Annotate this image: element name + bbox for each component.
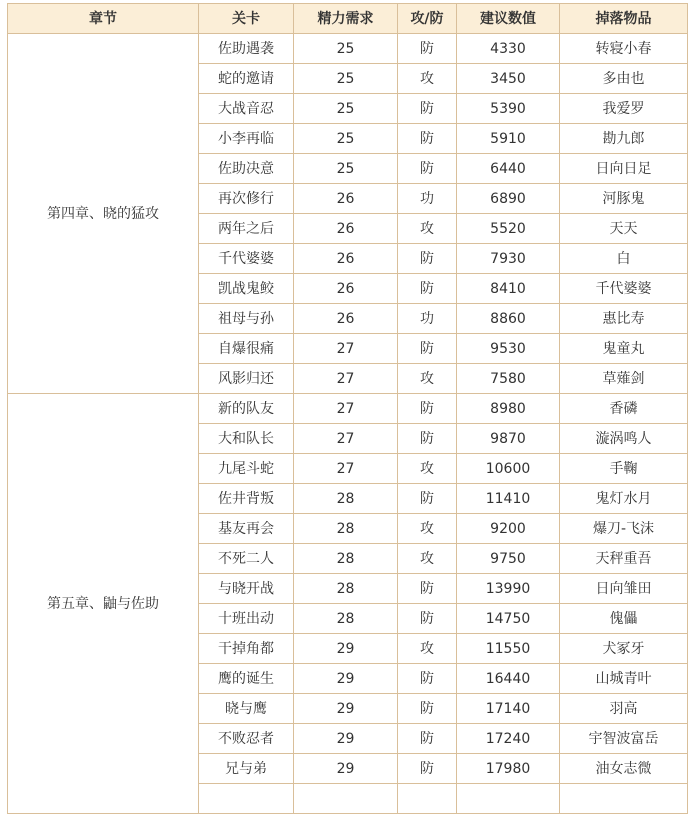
energy-cost: 27 — [294, 364, 398, 394]
attack-defense: 防 — [398, 424, 457, 454]
suggested-power: 9530 — [457, 334, 560, 364]
drop-item: 我爱罗 — [560, 94, 688, 124]
energy-cost: 28 — [294, 514, 398, 544]
header-attack-defense: 攻/防 — [398, 4, 457, 34]
energy-cost: 27 — [294, 424, 398, 454]
stage-name: 自爆很痛 — [199, 334, 294, 364]
stage-name: 基友再会 — [199, 514, 294, 544]
attack-defense: 防 — [398, 664, 457, 694]
stage-name: 凯战鬼鲛 — [199, 274, 294, 304]
suggested-power: 3450 — [457, 64, 560, 94]
attack-defense: 防 — [398, 334, 457, 364]
suggested-power: 14750 — [457, 604, 560, 634]
suggested-power: 7580 — [457, 364, 560, 394]
energy-cost: 25 — [294, 34, 398, 64]
drop-item: 勘九郎 — [560, 124, 688, 154]
attack-defense: 攻 — [398, 214, 457, 244]
attack-defense: 攻 — [398, 544, 457, 574]
attack-defense: 攻 — [398, 364, 457, 394]
suggested-power: 5390 — [457, 94, 560, 124]
drop-item: 漩涡鸣人 — [560, 424, 688, 454]
stage-name: 再次修行 — [199, 184, 294, 214]
stage-name: 十班出动 — [199, 604, 294, 634]
stage-name: 与晓开战 — [199, 574, 294, 604]
stage-name: 兄与弟 — [199, 754, 294, 784]
attack-defense: 功 — [398, 184, 457, 214]
attack-defense: 防 — [398, 274, 457, 304]
stage-name: 风影归还 — [199, 364, 294, 394]
stage-name: 蛇的邀请 — [199, 64, 294, 94]
stage-name: 新的队友 — [199, 394, 294, 424]
stage-name: 大和队长 — [199, 424, 294, 454]
attack-defense — [398, 784, 457, 814]
energy-cost: 26 — [294, 304, 398, 334]
attack-defense: 防 — [398, 124, 457, 154]
header-row — [8, 4, 688, 34]
attack-defense: 功 — [398, 304, 457, 334]
energy-cost: 27 — [294, 454, 398, 484]
suggested-power: 8410 — [457, 274, 560, 304]
attack-defense: 攻 — [398, 634, 457, 664]
suggested-power: 4330 — [457, 34, 560, 64]
stage-name: 千代婆婆 — [199, 244, 294, 274]
drop-item: 爆刀-飞沫 — [560, 514, 688, 544]
drop-item: 转寝小春 — [560, 34, 688, 64]
suggested-power: 9870 — [457, 424, 560, 454]
attack-defense: 防 — [398, 694, 457, 724]
suggested-power: 17240 — [457, 724, 560, 754]
energy-cost: 29 — [294, 634, 398, 664]
header-drop-item: 掉落物品 — [560, 4, 688, 34]
chapter-cell: 第五章、鼬与佐助 — [8, 394, 199, 814]
energy-cost: 25 — [294, 64, 398, 94]
energy-cost: 28 — [294, 544, 398, 574]
attack-defense: 防 — [398, 244, 457, 274]
stage-name: 佐助决意 — [199, 154, 294, 184]
energy-cost — [294, 784, 398, 814]
suggested-power: 17140 — [457, 694, 560, 724]
header-chapter: 章节 — [8, 4, 199, 34]
suggested-power: 8860 — [457, 304, 560, 334]
suggested-power: 11550 — [457, 634, 560, 664]
suggested-power — [457, 784, 560, 814]
drop-item: 犬冢牙 — [560, 634, 688, 664]
energy-cost: 25 — [294, 154, 398, 184]
drop-item: 宇智波富岳 — [560, 724, 688, 754]
energy-cost: 28 — [294, 604, 398, 634]
energy-cost: 28 — [294, 574, 398, 604]
suggested-power: 13990 — [457, 574, 560, 604]
drop-item: 天秤重吾 — [560, 544, 688, 574]
suggested-power: 5520 — [457, 214, 560, 244]
energy-cost: 29 — [294, 724, 398, 754]
table-row — [8, 394, 688, 424]
attack-defense: 防 — [398, 154, 457, 184]
suggested-power: 17980 — [457, 754, 560, 784]
drop-item: 傀儡 — [560, 604, 688, 634]
drop-item: 白 — [560, 244, 688, 274]
drop-item: 日向雏田 — [560, 574, 688, 604]
attack-defense: 防 — [398, 724, 457, 754]
suggested-power: 16440 — [457, 664, 560, 694]
drop-item: 山城青叶 — [560, 664, 688, 694]
stage-name: 晓与鹰 — [199, 694, 294, 724]
suggested-power: 8980 — [457, 394, 560, 424]
stage-name: 佐井背叛 — [199, 484, 294, 514]
drop-item: 鬼童丸 — [560, 334, 688, 364]
header-suggested-power: 建议数值 — [457, 4, 560, 34]
drop-item: 天天 — [560, 214, 688, 244]
energy-cost: 26 — [294, 244, 398, 274]
drop-item: 油女志微 — [560, 754, 688, 784]
energy-cost: 26 — [294, 184, 398, 214]
attack-defense: 防 — [398, 604, 457, 634]
stage-name: 鹰的诞生 — [199, 664, 294, 694]
attack-defense: 防 — [398, 754, 457, 784]
stage-name: 大战音忍 — [199, 94, 294, 124]
drop-item: 手鞠 — [560, 454, 688, 484]
energy-cost: 27 — [294, 394, 398, 424]
drop-item: 多由也 — [560, 64, 688, 94]
stage-name: 不败忍者 — [199, 724, 294, 754]
attack-defense: 攻 — [398, 514, 457, 544]
stage-name: 两年之后 — [199, 214, 294, 244]
header-energy: 精力需求 — [294, 4, 398, 34]
suggested-power: 9750 — [457, 544, 560, 574]
suggested-power: 11410 — [457, 484, 560, 514]
stage-name: 祖母与孙 — [199, 304, 294, 334]
stage-name: 佐助遇袭 — [199, 34, 294, 64]
stage-name: 不死二人 — [199, 544, 294, 574]
energy-cost: 25 — [294, 124, 398, 154]
drop-item: 羽高 — [560, 694, 688, 724]
suggested-power: 9200 — [457, 514, 560, 544]
stage-name: 九尾斗蛇 — [199, 454, 294, 484]
suggested-power: 10600 — [457, 454, 560, 484]
drop-item: 香磷 — [560, 394, 688, 424]
drop-item: 河豚鬼 — [560, 184, 688, 214]
drop-item: 鬼灯水月 — [560, 484, 688, 514]
energy-cost: 28 — [294, 484, 398, 514]
energy-cost: 29 — [294, 694, 398, 724]
drop-item — [560, 784, 688, 814]
stage-name: 小李再临 — [199, 124, 294, 154]
attack-defense: 防 — [398, 94, 457, 124]
attack-defense: 防 — [398, 394, 457, 424]
energy-cost: 29 — [294, 754, 398, 784]
suggested-power: 5910 — [457, 124, 560, 154]
header-stage: 关卡 — [199, 4, 294, 34]
attack-defense: 防 — [398, 574, 457, 604]
drop-item: 日向日足 — [560, 154, 688, 184]
attack-defense: 防 — [398, 484, 457, 514]
energy-cost: 26 — [294, 214, 398, 244]
suggested-power: 7930 — [457, 244, 560, 274]
stage-table — [7, 3, 688, 814]
stage-name — [199, 784, 294, 814]
suggested-power: 6890 — [457, 184, 560, 214]
drop-item: 惠比寿 — [560, 304, 688, 334]
drop-item: 千代婆婆 — [560, 274, 688, 304]
suggested-power: 6440 — [457, 154, 560, 184]
energy-cost: 29 — [294, 664, 398, 694]
energy-cost: 27 — [294, 334, 398, 364]
attack-defense: 攻 — [398, 64, 457, 94]
table-row — [8, 34, 688, 64]
stage-name: 干掉角都 — [199, 634, 294, 664]
attack-defense: 防 — [398, 34, 457, 64]
attack-defense: 攻 — [398, 454, 457, 484]
energy-cost: 25 — [294, 94, 398, 124]
energy-cost: 26 — [294, 274, 398, 304]
chapter-cell: 第四章、晓的猛攻 — [8, 34, 199, 394]
drop-item: 草薙剑 — [560, 364, 688, 394]
